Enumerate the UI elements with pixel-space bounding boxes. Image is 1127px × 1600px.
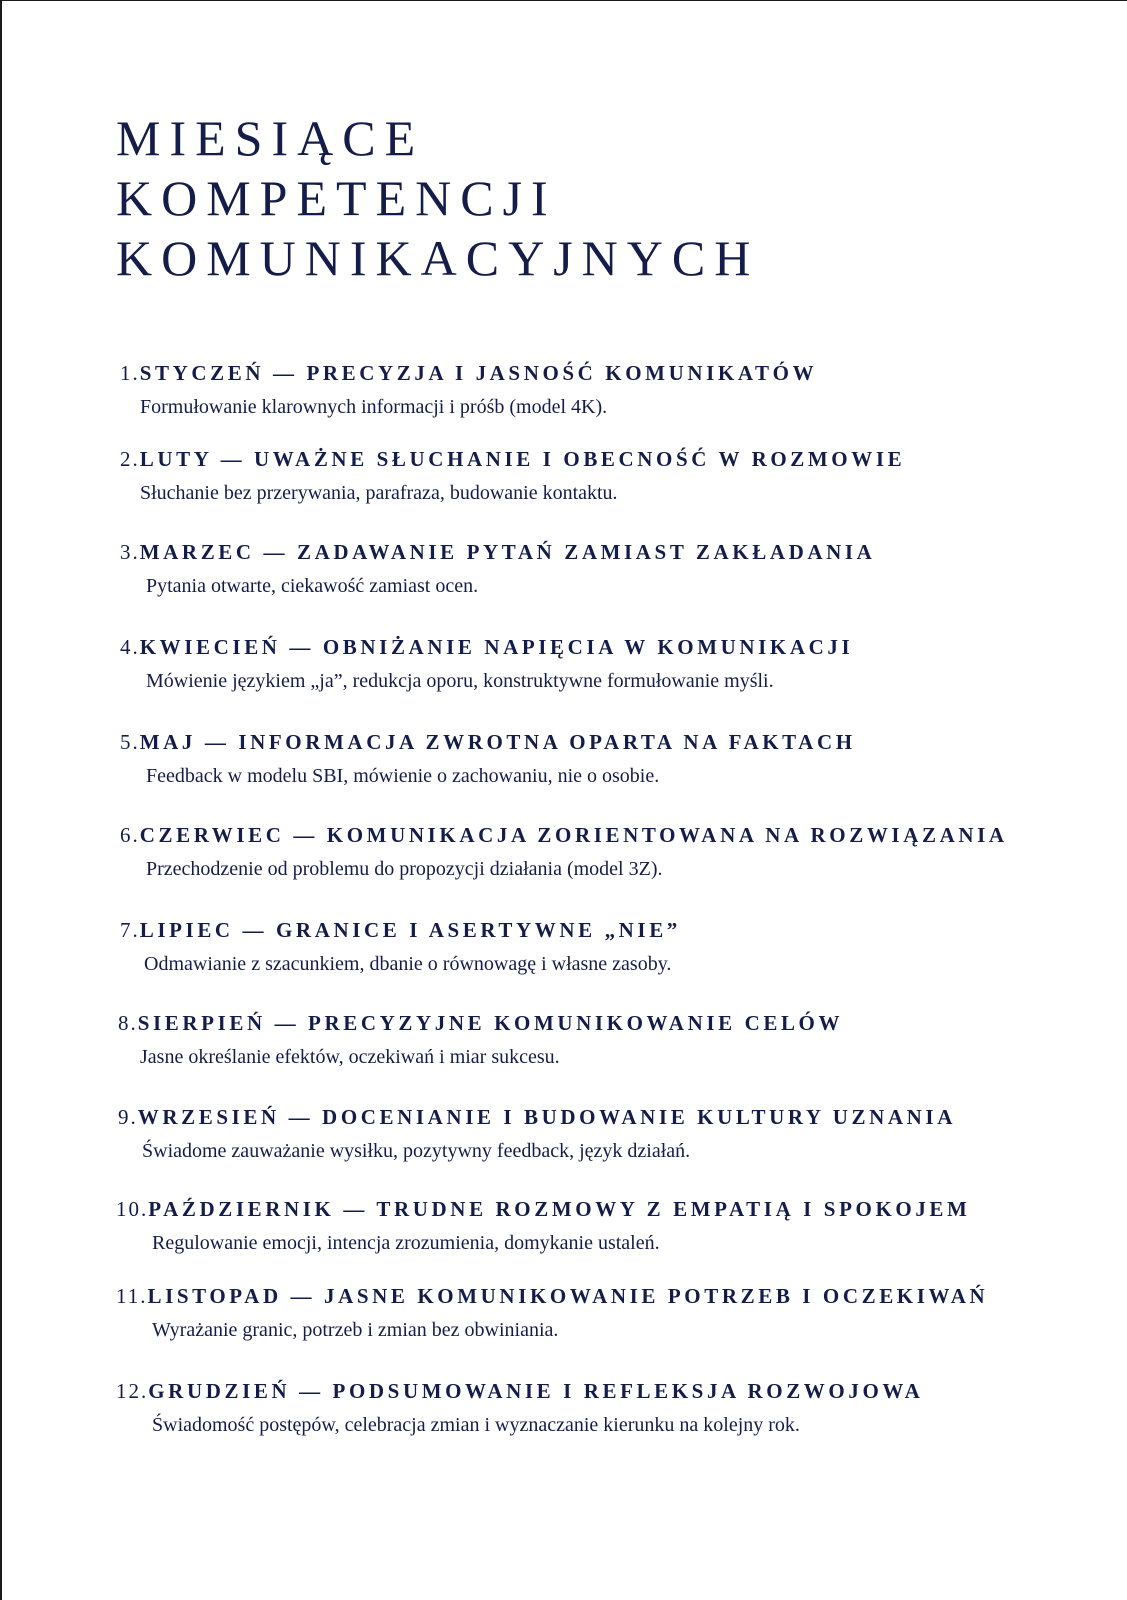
month-title: MAJ — INFORMACJA ZWROTNA OPARTA NA FAKTACH bbox=[139, 730, 856, 754]
month-number: 12. bbox=[116, 1379, 149, 1403]
month-heading bbox=[120, 360, 817, 386]
month-description: Przechodzenie od problemu do propozycji działania (model 3Z). bbox=[146, 858, 663, 880]
month-number: 6. bbox=[120, 823, 140, 847]
month-title: SIERPIEŃ — PRECYZYJNE KOMUNIKOWANIE CELÓW bbox=[137, 1011, 844, 1035]
month-heading bbox=[120, 729, 856, 755]
page-title-line-2: KOMPETENCJI bbox=[116, 170, 557, 226]
month-heading bbox=[118, 1010, 843, 1036]
month-description: Feedback w modelu SBI, mówienie o zachowaniu, nie o osobie. bbox=[146, 765, 660, 787]
month-description: Mówienie językiem „ja”, redukcja oporu, konstruktywne formułowanie myśli. bbox=[146, 670, 774, 692]
month-heading bbox=[120, 822, 1008, 848]
month-description: Pytania otwarte, ciekawość zamiast ocen. bbox=[146, 575, 479, 597]
month-heading bbox=[116, 1378, 923, 1404]
month-description: Odmawianie z szacunkiem, dbanie o równowagę i własne zasoby. bbox=[144, 953, 672, 975]
month-number: 8. bbox=[118, 1011, 138, 1035]
month-description: Regulowanie emocji, intencja zrozumienia, domykanie ustaleń. bbox=[152, 1232, 660, 1254]
month-number: 3. bbox=[120, 540, 140, 564]
month-description: Świadomość postępów, celebracja zmian i wyznaczanie kierunku na kolejny rok. bbox=[152, 1414, 800, 1436]
month-title: CZERWIEC — KOMUNIKACJA ZORIENTOWANA NA ROZWIĄZANIA bbox=[139, 823, 1008, 847]
month-title: LISTOPAD — JASNE KOMUNIKOWANIE POTRZEB I OCZEKIWAŃ bbox=[147, 1284, 989, 1308]
month-number: 7. bbox=[120, 918, 140, 942]
month-description: Wyrażanie granic, potrzeb i zmian bez obwiniania. bbox=[152, 1319, 559, 1341]
month-heading bbox=[120, 634, 853, 660]
month-number: 1. bbox=[120, 361, 140, 385]
page-title-line-1: MIESIĄCE bbox=[116, 110, 425, 166]
month-heading bbox=[120, 539, 875, 565]
month-number: 4. bbox=[120, 635, 140, 659]
month-heading bbox=[116, 1196, 970, 1222]
month-number: 5. bbox=[120, 730, 140, 754]
month-number: 9. bbox=[118, 1105, 138, 1129]
page-title-line-3: KOMUNIKACYJNYCH bbox=[116, 230, 760, 286]
month-title: STYCZEŃ — PRECYZJA I JASNOŚĆ KOMUNIKATÓW bbox=[139, 361, 818, 385]
month-heading bbox=[120, 917, 681, 943]
month-title: PAŹDZIERNIK — TRUDNE ROZMOWY Z EMPATIĄ I SPOKOJEM bbox=[148, 1197, 971, 1221]
month-description: Świadome zauważanie wysiłku, pozytywny feedback, język działań. bbox=[142, 1140, 691, 1162]
month-title: MARZEC — ZADAWANIE PYTAŃ ZAMIAST ZAKŁADANIA bbox=[139, 540, 876, 564]
month-title: LIPIEC — GRANICE I ASERTYWNE „NIE” bbox=[139, 918, 681, 942]
month-title: WRZESIEŃ — DOCENIANIE I BUDOWANIE KULTURY UZNANIA bbox=[137, 1105, 956, 1129]
month-description: Jasne określanie efektów, oczekiwań i miar sukcesu. bbox=[140, 1046, 560, 1068]
month-heading bbox=[116, 1283, 988, 1309]
month-number: 2. bbox=[120, 447, 140, 471]
month-title: LUTY — UWAŻNE SŁUCHANIE I OBECNOŚĆ W ROZMOWIE bbox=[139, 447, 906, 471]
month-title: KWIECIEŃ — OBNIŻANIE NAPIĘCIA W KOMUNIKACJI bbox=[139, 635, 854, 659]
month-description: Słuchanie bez przerywania, parafraza, budowanie kontaktu. bbox=[140, 482, 618, 504]
month-number: 10. bbox=[116, 1197, 149, 1221]
month-description: Formułowanie klarownych informacji i próśb (model 4K). bbox=[140, 396, 608, 418]
month-heading bbox=[118, 1104, 956, 1130]
month-number: 11. bbox=[116, 1284, 148, 1308]
month-title: GRUDZIEŃ — PODSUMOWANIE I REFLEKSJA ROZWOJOWA bbox=[148, 1379, 924, 1403]
month-heading bbox=[120, 446, 905, 472]
